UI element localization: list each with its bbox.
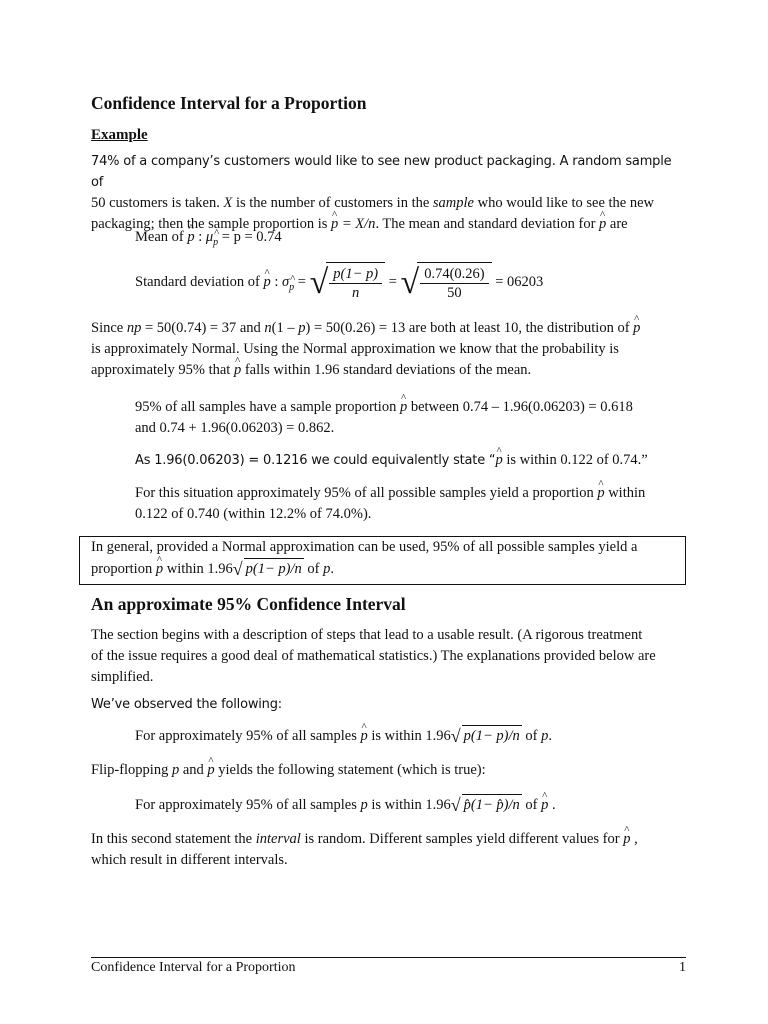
text: within 1.96 (163, 561, 233, 577)
footer-divider (91, 957, 686, 958)
section-intro-paragraph (91, 625, 686, 688)
intro-line-1: 74% of a company’s customers would like to see new product packaging. A random sample of (91, 154, 672, 190)
sqrt-expression: p̂(1− p̂)/n (462, 794, 522, 816)
observed-line: We’ve observed the following: (91, 697, 282, 712)
radical-sign: √ (309, 263, 329, 301)
text: In this second statement the (91, 831, 256, 847)
fraction-denominator: 50 (447, 285, 462, 302)
text: approximately 95% that (91, 362, 234, 378)
text: For this situation approximately 95% of all possible samples yield a proportion (135, 485, 598, 501)
p-hat-symbol: ^ p (156, 559, 163, 580)
text: In general, provided a Normal approximation can be used, 95% of all possible samples yield a (91, 539, 638, 555)
sd-result: = 06203 (491, 274, 544, 290)
intro-text: are (606, 216, 628, 232)
text: yields the following statement (which is true): (214, 762, 486, 778)
intro-paragraph (91, 151, 686, 235)
page-footer (91, 960, 686, 976)
final-paragraph (91, 829, 686, 871)
text: The section begins with a description of steps that lead to a usable result. (A rigorous treatment (91, 627, 643, 643)
sqrt-expression: p(1− p)/n (462, 725, 522, 747)
intro-text: 50 customers is taken. (91, 195, 224, 211)
text: is approximately Normal. Using the Normal approximation we know that the probability is (91, 341, 619, 357)
general-statement (91, 537, 686, 580)
intro-text: is the number of customers in the (232, 195, 433, 211)
radical-sign: √ (400, 263, 420, 301)
text: 95% of all samples have a sample proportion (135, 399, 400, 415)
mean-equation: = p = 0.74 (218, 229, 282, 245)
text: For approximately 95% of all samples (135, 728, 361, 744)
p-hat-symbol: ^ p (400, 397, 407, 418)
example-heading: Example (91, 127, 148, 143)
text: of (521, 797, 542, 813)
var-p: p (298, 320, 306, 336)
p-hat-subscript: ^ p (289, 268, 294, 308)
text: , (630, 831, 638, 847)
sqrt-fraction-2 (417, 262, 491, 303)
text: and 0.74 + 1.96(0.06203) = 0.862. (135, 420, 335, 436)
p-hat-symbol: ^ p (331, 214, 338, 235)
radical-sign: √ (450, 726, 461, 746)
equals: = (294, 274, 310, 290)
text: proportion (91, 561, 156, 577)
intro-text: who would like to see the new (474, 195, 655, 211)
text: is random. Different samples yield different values for (300, 831, 624, 847)
colon: : (270, 274, 282, 290)
text: is within 0.122 of 0.74.” (502, 452, 648, 468)
p-hat-symbol: ^ p (541, 795, 548, 816)
fraction-numerator: 0.74(0.26) (420, 265, 488, 284)
samples-block (135, 397, 686, 439)
mu-symbol: μ (205, 229, 214, 245)
page-number: 1 (679, 960, 686, 975)
text: of the issue requires a good deal of mathematical statistics.) The explanations provided below are (91, 648, 656, 664)
text: within (604, 485, 646, 501)
text: Since (91, 320, 127, 336)
fraction-numerator: p(1− p) (329, 265, 382, 284)
text: For approximately 95% of all samples (135, 797, 361, 813)
text: (1 – (271, 320, 299, 336)
emphasis-interval: interval (255, 831, 301, 847)
text: which result in different intervals. (91, 852, 288, 868)
text: is within 1.96 (367, 728, 451, 744)
p-hat-symbol: ^ p (597, 483, 604, 504)
text: . (330, 561, 334, 577)
text: = 50(0.74) = 37 and (141, 320, 265, 336)
var-n: n (264, 320, 272, 336)
text: of (521, 728, 542, 744)
text: . (548, 797, 556, 813)
var-p: p (323, 561, 331, 577)
mean-label: Mean of (135, 229, 188, 245)
fraction-denominator: n (352, 285, 360, 302)
text: is within 1.96 (367, 797, 451, 813)
text: Flip-flopping (91, 762, 172, 778)
situation-block (135, 483, 686, 525)
p-hat-symbol: ^ p (263, 262, 270, 302)
p-hat-symbol: ^ p (234, 360, 241, 381)
p-hat-symbol: ^ p (599, 214, 606, 235)
p-hat-symbol: ^ p (187, 227, 194, 248)
var-p: p (360, 797, 368, 813)
emphasis-sample: sample (432, 195, 474, 211)
page-title: Confidence Interval for a Proportion (91, 93, 367, 113)
statement-2 (135, 794, 686, 816)
mean-line (135, 227, 686, 253)
colon: : (194, 229, 206, 245)
text: and (179, 762, 208, 778)
intro-text: . The mean and standard deviation for (375, 216, 600, 232)
text: falls within 1.96 standard deviations of the mean. (241, 362, 532, 378)
radical-sign: √ (232, 559, 243, 579)
text: . (548, 728, 552, 744)
intro-text: packaging; then the sample proportion is (91, 216, 332, 232)
sd-line (135, 262, 686, 308)
text: 0.122 of 0.740 (within 12.2% of 74.0%). (135, 506, 372, 522)
radical-sign: √ (450, 795, 461, 815)
var-np: np (126, 320, 142, 336)
text: of (303, 561, 324, 577)
sqrt-expression: p(1− p)/n (244, 558, 304, 580)
p-hat-symbol: ^ p (207, 760, 214, 781)
equals: = (385, 274, 401, 290)
footer-title: Confidence Interval for a Proportion (91, 960, 296, 975)
statement-1 (135, 725, 686, 747)
var-p: p (171, 762, 180, 778)
document-page (91, 0, 686, 1024)
sigma-symbol: σ (282, 274, 290, 290)
text: ) = 50(0.26) = 13 are both at least 10, the distribution of (305, 320, 634, 336)
var-p: p (541, 728, 549, 744)
since-paragraph (91, 318, 686, 381)
text: between 0.74 – 1.96(0.06203) = 0.618 (407, 399, 633, 415)
p-hat-symbol: ^ p (361, 726, 368, 747)
p-hat-symbol: ^ p (495, 450, 502, 471)
p-hat-subscript: ^ p (213, 232, 218, 253)
p-hat-symbol: ^ p (623, 829, 630, 850)
p-hat-symbol: ^ p (633, 318, 640, 339)
equation: = X/n (338, 216, 376, 232)
var-x: X (223, 195, 233, 211)
flip-flop-line (91, 760, 686, 781)
equivalent-line (135, 450, 686, 471)
section-heading: An approximate 95% Confidence Interval (91, 594, 406, 614)
text: As 1.96(0.06203) = 0.1216 we could equivalently state “ (135, 453, 496, 468)
sqrt-fraction-1 (326, 262, 385, 303)
text: simplified. (91, 669, 154, 685)
sd-label: Standard deviation of (135, 274, 264, 290)
